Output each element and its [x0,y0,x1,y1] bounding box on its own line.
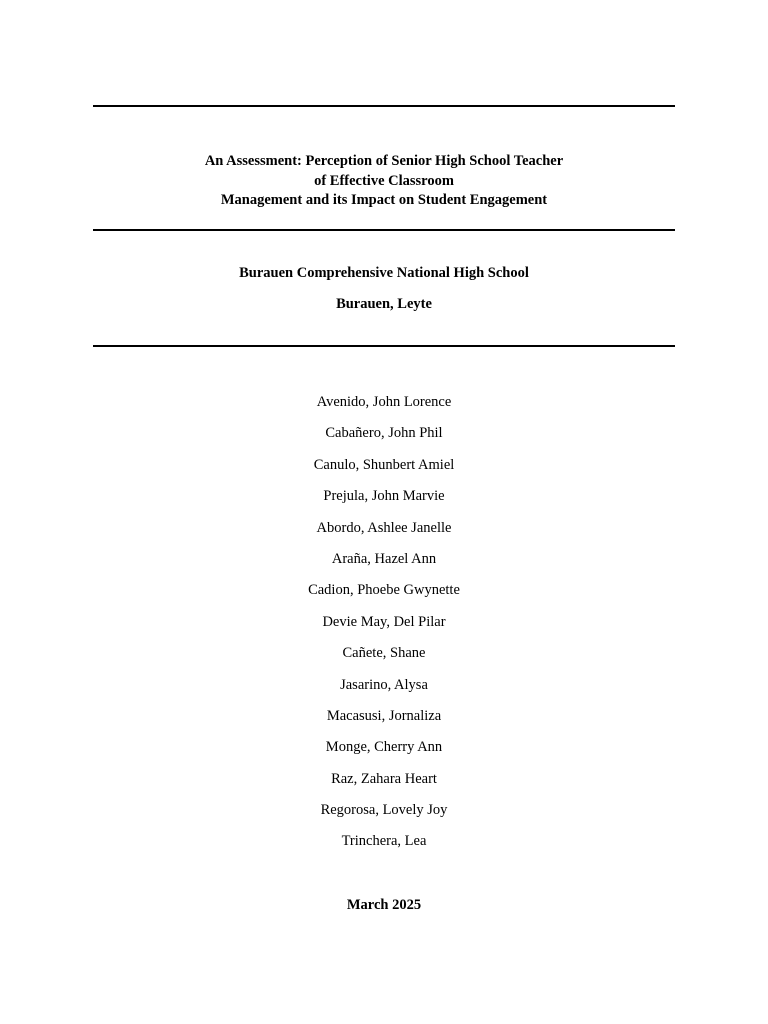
title-divider [93,229,675,231]
title-line-2: of Effective Classroom [314,172,454,189]
top-divider [93,105,675,107]
author-name: Prejula, John Marvie [323,488,445,505]
school-name: Burauen Comprehensive National High School [239,265,529,281]
author-name: Macasusi, Jornaliza [326,707,442,724]
author-name: Araña, Hazel Ann [331,550,437,567]
document-title [93,152,675,211]
author-name: Monge, Cherry Ann [325,739,443,756]
author-list [93,393,675,864]
school-divider [93,345,675,347]
author-name: Cadion, Phoebe Gwynette [308,582,460,599]
author-name: Abordo, Ashlee Janelle [316,519,452,536]
author-name: Cabañero, John Phil [325,425,443,442]
author-name: Avenido, John Lorence [316,394,452,410]
school-location: Burauen, Leyte [336,296,432,312]
document-date: March 2025 [346,897,422,913]
author-name: Cañete, Shane [342,645,426,662]
author-name: Devie May, Del Pilar [322,613,446,630]
author-name: Raz, Zahara Heart [331,770,437,787]
author-name: Trinchera, Lea [341,833,427,850]
title-line-1: An Assessment: Perception of Senior High School Teacher [204,153,564,169]
author-name: Regorosa, Lovely Joy [320,802,448,819]
title-line-3: Management and its Impact on Student Engagement [220,192,548,208]
author-name: Jasarino, Alysa [340,676,428,693]
author-name: Canulo, Shunbert Amiel [313,456,455,473]
